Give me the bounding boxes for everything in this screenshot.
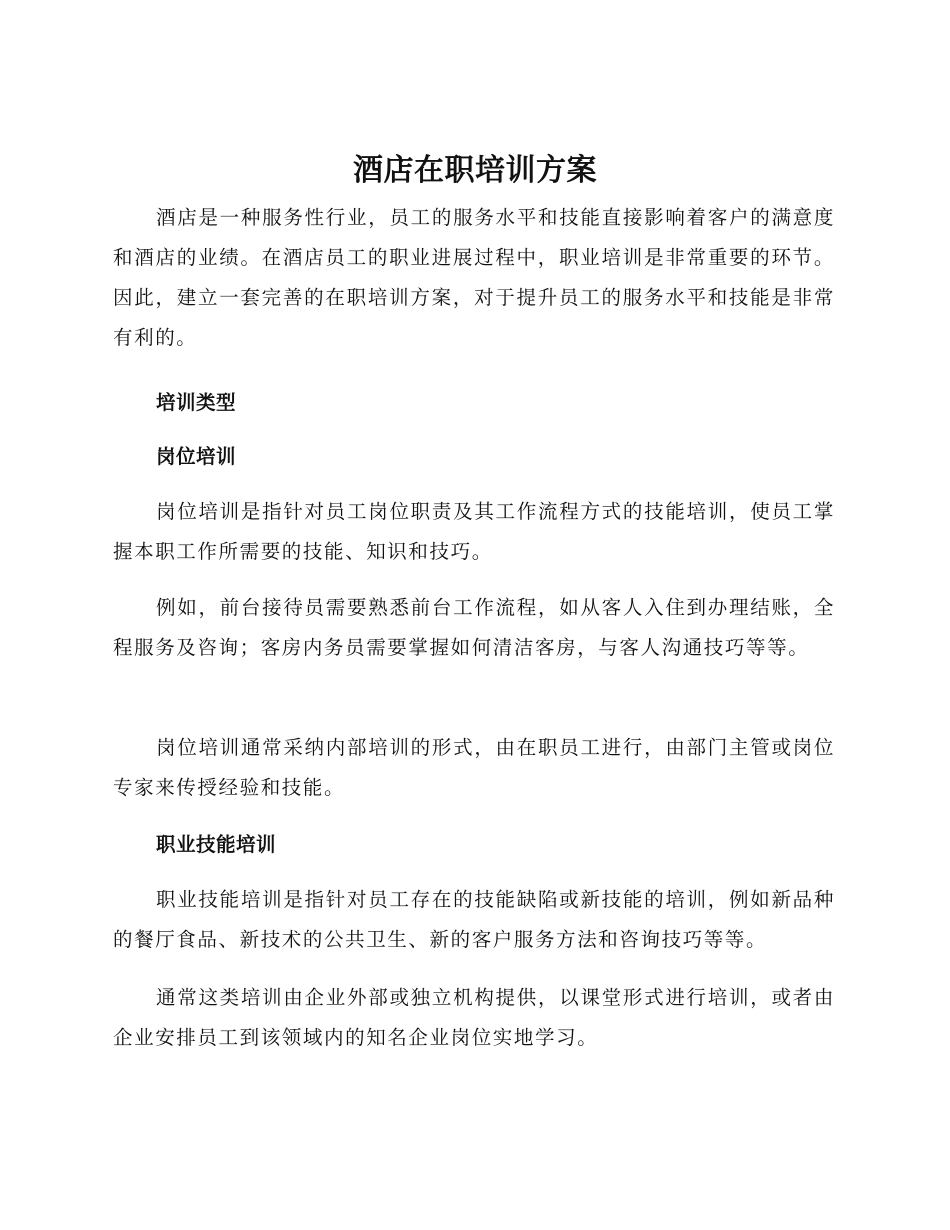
job-training-paragraph-3: 岗位培训通常采纳内部培训的形式，由在职员工进行，由部门主管或岗位专家来传授经验和技能。 <box>113 736 835 799</box>
document-title: 酒店在职培训方案 <box>353 153 597 188</box>
subsection-heading-job-training: 岗位培训 <box>156 445 237 468</box>
job-training-paragraph-1: 岗位培训是指针对员工岗位职责及其工作流程方式的技能培训，使员工掌握本职工作所需要的技能、知识和技巧。 <box>113 500 835 563</box>
job-training-paragraph-2: 例如，前台接待员需要熟悉前台工作流程，如从客人入住到办理结账，全程服务及咨询；客房内务员需要掌握如何清洁客房，与客人沟通技巧等等。 <box>113 596 835 659</box>
vocational-training-paragraph-1: 职业技能培训是指针对员工存在的技能缺陷或新技能的培训，例如新品种的餐厅食品、新技术的公共卫生、新的客户服务方法和咨询技巧等等。 <box>113 888 835 951</box>
intro-paragraph: 酒店是一种服务性行业，员工的服务水平和技能直接影响着客户的满意度和酒店的业绩。在酒店员工的职业进展过程中，职业培训是非常重要的环节。因此，建立一套完善的在职培训方案，对于提升员工的服务水平和技能是非常有利的。 <box>113 206 835 349</box>
subsection-heading-vocational-skills-training: 职业技能培训 <box>156 833 277 856</box>
section-heading-training-types: 培训类型 <box>156 391 237 414</box>
vocational-training-paragraph-2: 通常这类培训由企业外部或独立机构提供，以课堂形式进行培训，或者由企业安排员工到该领域内的知名企业岗位实地学习。 <box>113 986 835 1049</box>
